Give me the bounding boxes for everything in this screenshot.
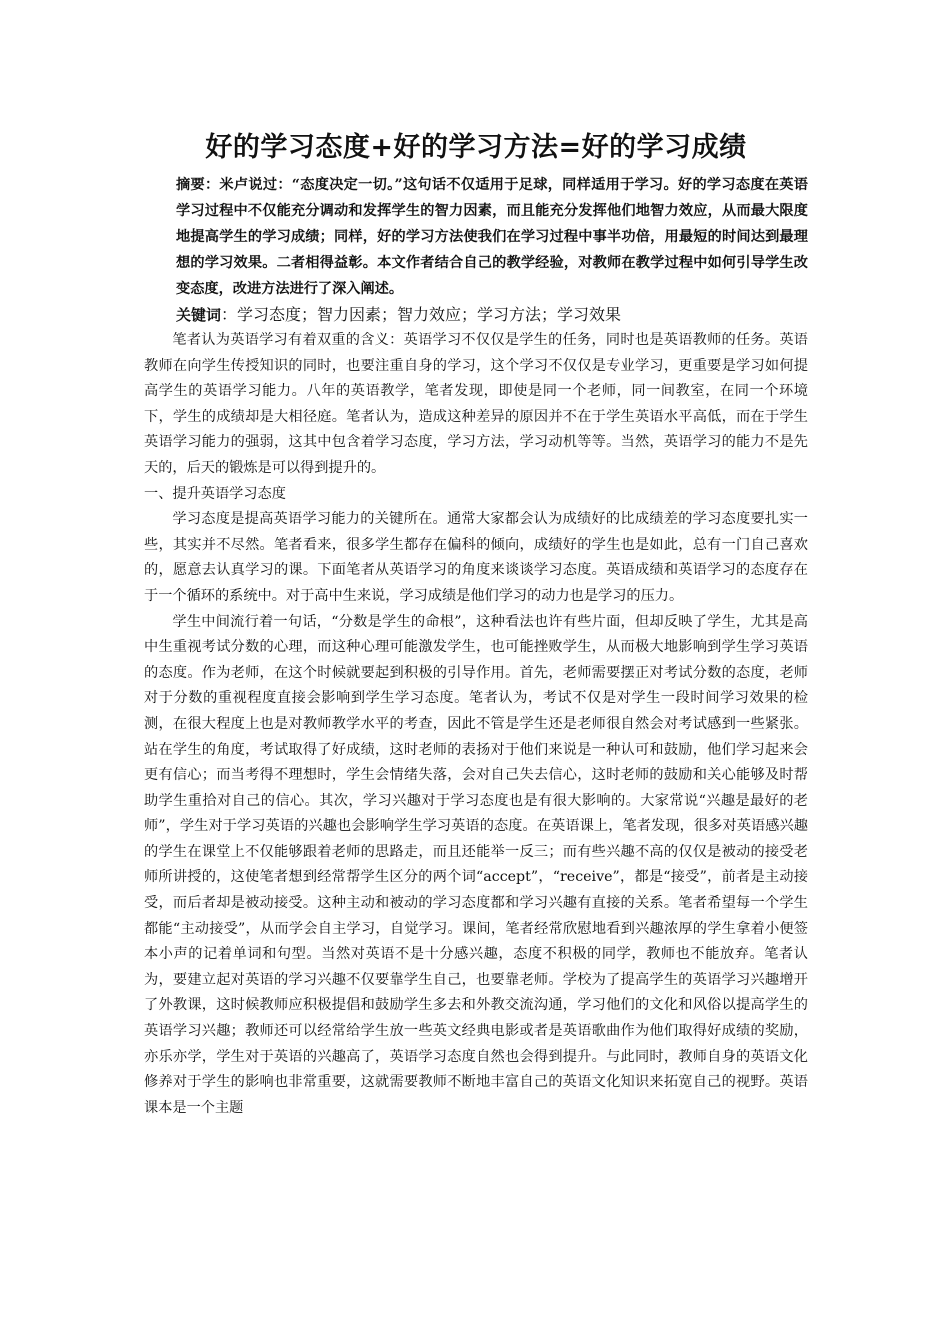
keywords-text: ：学习态度；智力因素；智力效应；学习方法；学习效果 bbox=[221, 305, 622, 324]
abstract-label: 摘要 bbox=[176, 177, 205, 193]
body-paragraph-1: 笔者认为英语学习有着双重的含义：英语学习不仅仅是学生的任务，同时也是英语教师的任务。英语教师在向学生传授知识的同时，也要注重自身的学习，这个学习不仅仅是专业学习，更重要是学习如何提高学生的英语学习能力。八年的英语教学，笔者发现，即使是同一个老师，同一间教室，在同一个环境下，学生的成绩却是大相径庭。笔者认为，造成这种差异的原因并不在于学生英语水平高低，而在于学生英语学习能力的强弱，这其中包含着学习态度，学习方法，学习动机等等。当然，英语学习的能力不是先天的，后天的锻炼是可以得到提升的。 bbox=[144, 332, 808, 476]
document-title: 好的学习态度+好的学习方法=好的学习成绩 bbox=[205, 132, 747, 163]
keywords-label: 关键词 bbox=[176, 306, 222, 324]
section-heading-1: 一、提升英语学习态度 bbox=[144, 485, 286, 502]
abstract-text: ：米卢说过：“态度决定一切。”这句话不仅适用于足球，同样适用于学习。好的学习态度在英语学习过程中不仅能充分调动和发挥学生的智力因素，而且能充分发挥他们地智力效应，从而最大限度地提高学生的学习成绩；同样，好的学习方法使我们在学习过程中事半功倍，用最短的时间达到最理想的学习效果。二者相得益彰。本文作者结合自己的教学经验，对教师在教学过程中如何引导学生改变态度，改进方法进行了深入阐述。 bbox=[176, 177, 808, 297]
document-body bbox=[144, 328, 808, 1121]
body-paragraph-3: 学生中间流行着一句话，“分数是学生的命根”，这种看法也许有些片面，但却反映了学生，尤其是高中生重视考试分数的心理，而这种心理可能激发学生，也可能挫败学生，从而极大地影响到学生学习英语的态度。作为老师，在这个时候就要起到积极的引导作用。首先，老师需要摆正对考试分数的态度，老师对于分数的重视程度直接会影响到学生学习态度。笔者认为，考试不仅是对学生一段时间学习效果的检测，在很大程度上也是对教师教学水平的考查，因此不管是学生还是老师很自然会对考试感到一些紧张。站在学生的角度，考试取得了好成绩，这时老师的表扬对于他们来说是一种认可和鼓励，他们学习起来会更有信心；而当考得不理想时，学生会情绪失落，会对自己失去信心，这时老师的鼓励和关心能够及时帮助学生重拾对自己的信心。其次，学习兴趣对于学习态度也是有很大影响的。大家常说“兴趣是最好的老师”，学生对于学习英语的兴趣也会影响学生学习英语的态度。在英语课上，笔者发现，很多对英语感兴趣的学生在课堂上不仅能够跟着老师的思路走，而且还能举一反三；而有些兴趣不高的仅仅是被动的接受老师所讲授的，这使笔者想到经常帮学生区分的两个词“accept”，“receive”，都是“接受”，前者是主动接受，而后者却是被动接受。这种主动和被动的学习态度都和学习兴趣有直接的关系。笔者希望每一个学生都能“主动接受”，从而学会自主学习，自觉学习。课间，笔者经常欣慰地看到兴趣浓厚的学生拿着小便签本小声的记着单词和句型。当然对英语不是十分感兴趣，态度不积极的同学，教师也不能放弃。笔者认为，要建立起对英语的学习兴趣不仅要靠学生自己，也要靠老师。学校为了提高学生的英语学习兴趣增开了外教课，这时候教师应积极提倡和鼓励学生多去和外教交流沟通，学习他们的文化和风俗以提高学生的英语学习兴趣；教师还可以经常给学生放一些英文经典电影或者是英语歌曲作为他们取得好成绩的奖励，亦乐亦学，学生对于英语的兴趣高了，英语学习态度自然也会得到提升。与此同时，教师自身的英语文化修养对于学生的影响也非常重要，这就需要教师不断地丰富自己的英语文化知识来拓宽自己的视野。英语课本是一个主题 bbox=[144, 613, 808, 1116]
document-page bbox=[144, 128, 808, 1121]
keywords bbox=[144, 302, 808, 328]
body-paragraph-2: 学习态度是提高英语学习能力的关键所在。通常大家都会认为成绩好的比成绩差的学习态度要扎实一些，其实并不尽然。笔者看来，很多学生都存在偏科的倾向，成绩好的学生也是如此，总有一门自己喜欢的，愿意去认真学习的课。下面笔者从英语学习的角度来谈谈学习态度。英语成绩和英语学习的态度存在于一个循环的系统中。对于高中生来说，学习成绩是他们学习的动力也是学习的压力。 bbox=[144, 511, 808, 604]
abstract bbox=[144, 172, 808, 302]
